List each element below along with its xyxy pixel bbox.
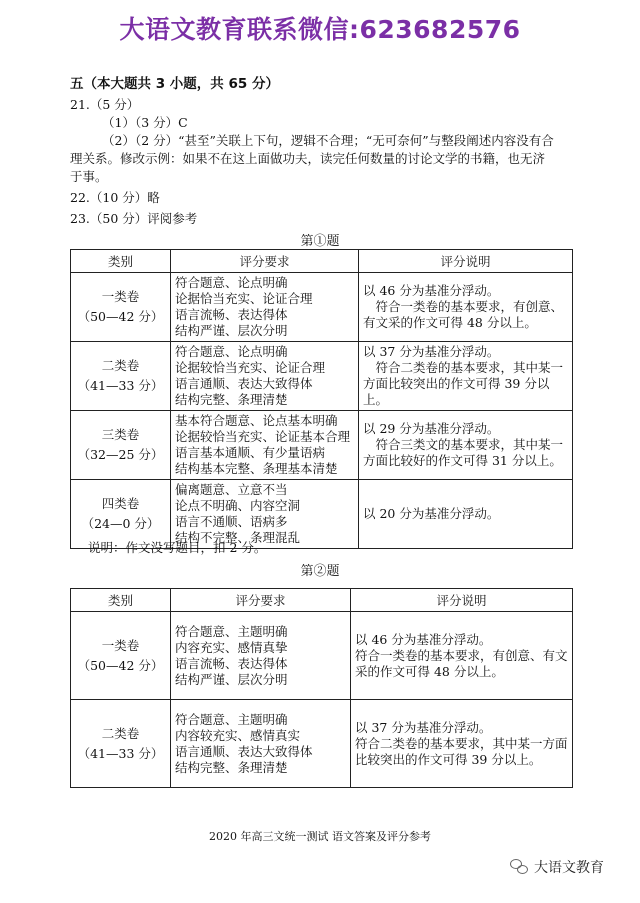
- requirement-item: 论据较恰当充实、论证合理: [175, 360, 326, 375]
- q21-part2-line2: 理关系。修改示例：如果不在这上面做功夫，读完任何数量的讨论文学的书籍，也无济: [70, 151, 546, 166]
- category-name: 三类卷: [101, 427, 140, 442]
- header-explanation: 评分说明: [351, 589, 573, 612]
- requirement-item: 内容充实、感情真挚: [175, 639, 288, 655]
- requirements-cell: [171, 612, 351, 700]
- page-footer: 2020 年高三文统一测试 语文答案及评分参考: [209, 830, 431, 843]
- category-cell: [71, 612, 171, 700]
- q21-part1: （1）（3 分）C: [102, 115, 188, 130]
- header-requirements: 评分要求: [171, 250, 359, 273]
- category-range: （41—33 分）: [77, 378, 164, 393]
- requirement-item: 基本符合题意、论点基本明确: [175, 413, 338, 428]
- explanation-base: 以 46 分为基准分浮动。: [355, 631, 492, 647]
- requirement-item: 论点不明确、内容空洞: [175, 498, 301, 513]
- requirement-item: 语言通顺、表达大致得体: [175, 376, 313, 391]
- category-cell: [71, 342, 171, 411]
- explanation-cell: [359, 480, 573, 549]
- table-row: [71, 411, 573, 480]
- requirement-item: 结构严谨、层次分明: [175, 671, 288, 687]
- category-cell: [71, 700, 171, 788]
- category-range: （41—33 分）: [77, 745, 164, 761]
- explanation-base: 以 37 分为基准分浮动。: [355, 719, 492, 735]
- explanation-cell: [351, 612, 573, 700]
- header-category: 类别: [71, 250, 171, 273]
- header-requirements: 评分要求: [171, 589, 351, 612]
- category-range: （50—42 分）: [77, 309, 164, 324]
- requirement-item: 结构基本完整、条理基本清楚: [175, 461, 338, 476]
- section-title: 五（本大题共 3 小题，共 65 分）: [70, 76, 279, 92]
- q22-line: 22.（10 分）略: [70, 190, 160, 205]
- explanation-base: 以 46 分为基准分浮动。: [363, 283, 500, 298]
- requirement-item: 语言流畅、表达得体: [175, 655, 288, 671]
- category-name: 二类卷: [101, 725, 140, 741]
- category-name: 二类卷: [101, 358, 140, 373]
- requirement-item: 结构严谨、层次分明: [175, 323, 288, 338]
- requirement-item: 语言流畅、表达得体: [175, 307, 288, 322]
- header-category: 类别: [71, 589, 171, 612]
- requirement-item: 论据恰当充实、论证合理: [175, 291, 313, 306]
- table-row: [71, 342, 573, 411]
- requirement-item: 偏离题意、立意不当: [175, 482, 288, 497]
- requirement-item: 论据较恰当充实、论证基本合理: [175, 429, 351, 444]
- requirement-item: 结构不完整、条理混乱: [175, 530, 301, 545]
- category-name: 一类卷: [101, 289, 140, 304]
- table-row: [71, 700, 573, 788]
- contact-banner: 大语文教育联系微信:623682576: [119, 15, 521, 44]
- explanation-detail: 符合一类卷的基本要求，有创意、有文采的作文可得 48 分以上。: [355, 647, 568, 679]
- watermark: [510, 857, 604, 877]
- requirement-item: 符合题意、论点明确: [175, 344, 288, 359]
- q21-part2-line1: （2）（2 分）“甚至”关联上下句，逻辑不合理；“无可奈何”与整段阐述内容没有合: [102, 133, 554, 148]
- explanation-cell: [359, 411, 573, 480]
- requirement-item: 语言不通顺、语病多: [175, 514, 288, 529]
- q21-part2-line3: 于事。: [70, 169, 108, 184]
- category-cell: [71, 273, 171, 342]
- explanation-base: 以 20 分为基准分浮动。: [363, 506, 500, 521]
- table-header-row: [71, 589, 573, 612]
- requirement-item: 结构完整、条理清楚: [175, 392, 288, 407]
- table-header-row: [71, 250, 573, 273]
- requirements-cell: [171, 273, 359, 342]
- explanation-detail: 符合一类卷的基本要求，有创意、有文采的作文可得 48 分以上。: [363, 299, 564, 330]
- requirement-item: 符合题意、主题明确: [175, 623, 288, 639]
- requirement-item: 语言基本通顺、有少量语病: [175, 445, 326, 460]
- explanation-detail: 符合三类文的基本要求，其中某一方面比较好的作文可得 31 分以上。: [363, 437, 564, 468]
- explanation-base: 以 37 分为基准分浮动。: [363, 344, 500, 359]
- explanation-base: 以 29 分为基准分浮动。: [363, 421, 500, 436]
- requirement-item: 内容较充实、感情真实: [175, 727, 301, 743]
- category-name: 四类卷: [101, 496, 140, 511]
- table-row: [71, 273, 573, 342]
- wechat-icon: [510, 859, 528, 875]
- score-table-1: [70, 249, 573, 549]
- essay-note: 说明：作文没写题目，扣 2 分。: [88, 540, 267, 555]
- table1-caption: 第①题: [300, 234, 340, 249]
- requirement-item: 符合题意、论点明确: [175, 275, 288, 290]
- requirements-cell: [171, 342, 359, 411]
- score-table-2: [70, 588, 573, 788]
- category-range: （32—25 分）: [77, 447, 164, 462]
- table-row: [71, 612, 573, 700]
- category-range: （50—42 分）: [77, 657, 164, 673]
- explanation-detail: 符合二类卷的基本要求，其中某一方面比较突出的作文可得 39 分以上。: [363, 360, 564, 407]
- explanation-detail: 符合二类卷的基本要求，其中某一方面比较突出的作文可得 39 分以上。: [355, 735, 568, 767]
- explanation-cell: [359, 273, 573, 342]
- requirement-item: 结构完整、条理清楚: [175, 759, 288, 775]
- table2-caption: 第②题: [300, 564, 340, 579]
- q21-head: 21.（5 分）: [70, 97, 140, 112]
- q23-line: 23.（50 分）评阅参考: [70, 211, 198, 226]
- explanation-cell: [351, 700, 573, 788]
- requirements-cell: [171, 411, 359, 480]
- requirement-item: 符合题意、主题明确: [175, 711, 288, 727]
- requirements-cell: [171, 700, 351, 788]
- category-cell: [71, 411, 171, 480]
- explanation-cell: [359, 342, 573, 411]
- watermark-label: 大语文教育: [534, 860, 604, 876]
- category-name: 一类卷: [101, 637, 140, 653]
- requirement-item: 语言通顺、表达大致得体: [175, 743, 313, 759]
- header-explanation: 评分说明: [359, 250, 573, 273]
- category-range: （24—0 分）: [81, 516, 160, 531]
